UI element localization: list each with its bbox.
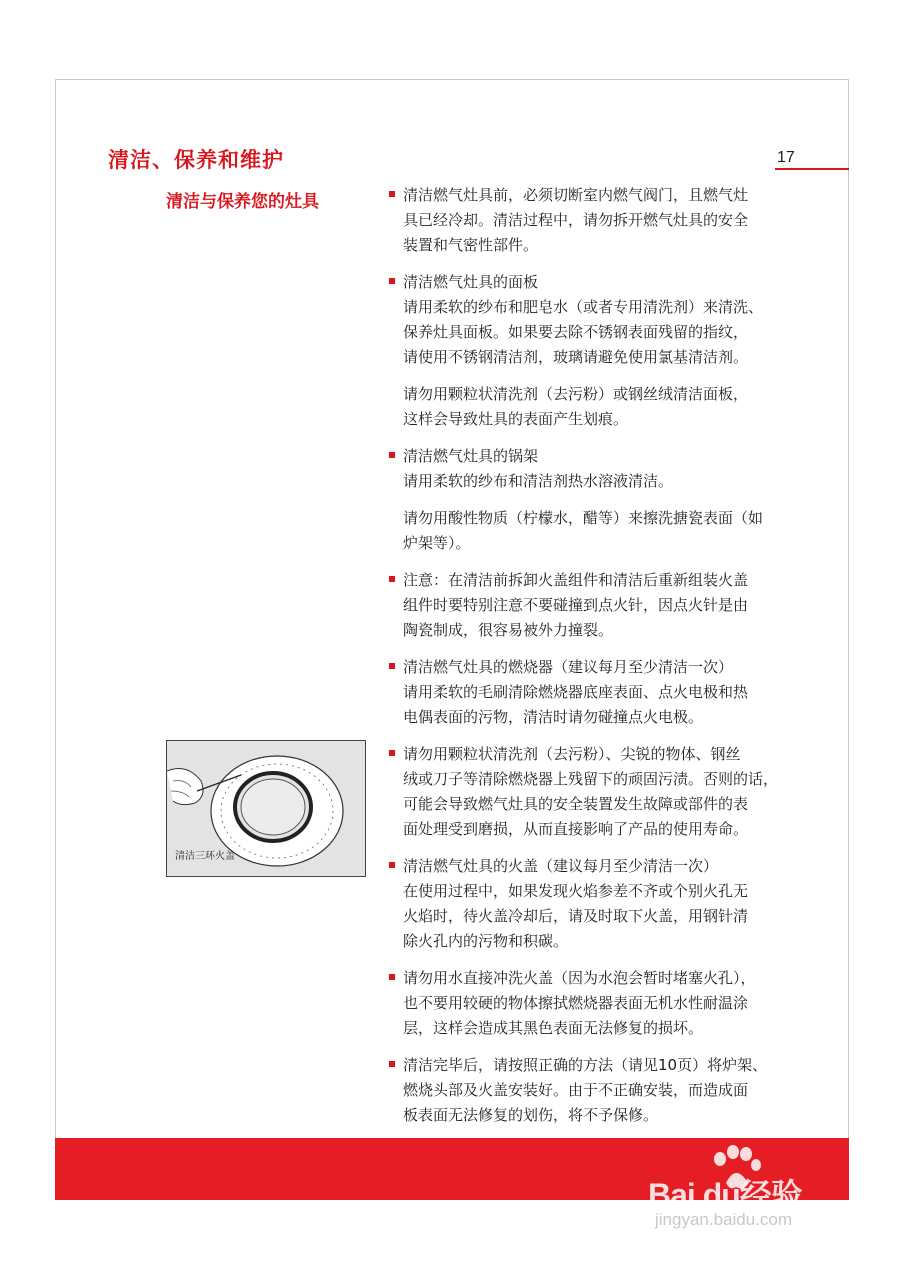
text-line: 电偶表面的污物，清洁时请勿碰撞点火电极。: [403, 708, 704, 726]
text-line: 清洁完毕后，请按照正确的方法（请见10页）将炉架、: [403, 1056, 768, 1074]
text-line: 燃烧头部及火盖安装好。由于不正确安装，而造成面: [403, 1081, 749, 1099]
text-line: 请用柔软的纱布和清洁剂热水溶液清洁。: [403, 472, 674, 490]
text-line: 清洁燃气灶具的锅架: [403, 447, 539, 465]
text-line: 注意：在清洁前拆卸火盖组件和清洁后重新组装火盖: [403, 571, 749, 589]
text-line: 可能会导致燃气灶具的安全装置发生故障或部件的表: [403, 795, 749, 813]
text-line: 请勿用酸性物质（柠檬水，醋等）来擦洗搪瓷表面（如: [403, 509, 764, 527]
text-line: 面处理受到磨损，从而直接影响了产品的使用寿命。: [403, 820, 749, 838]
text-line: 请勿用水直接冲洗火盖（因为水泡会暂时堵塞火孔），: [403, 969, 756, 987]
text-line: 在使用过程中，如果发现火焰参差不齐或个别火孔无: [403, 882, 749, 900]
instruction-text: [403, 742, 804, 842]
bullet-icon: [389, 663, 395, 669]
bullet-icon: [389, 862, 395, 868]
text-line: 具已经冷却。清洁过程中，请勿拆开燃气灶具的安全: [403, 211, 749, 229]
text-line: 装置和气密性部件。: [403, 236, 539, 254]
instruction-text: [403, 854, 804, 954]
section-subtitle: 清洁与保养您的灶具: [166, 192, 319, 212]
text-line: 这样会导致灶具的表面产生划痕。: [403, 410, 629, 428]
instruction-text: [403, 444, 804, 494]
text-line: 除火孔内的污物和积碳。: [403, 932, 569, 950]
text-line: 也不要用较硬的物体擦拭燃烧器表面无机水性耐温涂: [403, 994, 749, 1012]
text-line: 清洁燃气灶具前，必须切断室内燃气阀门，且燃气灶: [403, 186, 749, 204]
instruction-text: [403, 966, 804, 1041]
instruction-item: [389, 742, 804, 842]
bullet-icon: [389, 1061, 395, 1067]
text-line: 板表面无法修复的划伤，将不予保修。: [403, 1106, 659, 1124]
bullet-icon: [389, 191, 395, 197]
text-line: 组件时要特别注意不要碰撞到点火针，因点火针是由: [403, 596, 749, 614]
instruction-item: [389, 568, 804, 643]
text-line: 清洁燃气灶具的火盖（建议每月至少清洁一次）: [403, 857, 719, 875]
instruction-item: [389, 183, 804, 258]
text-line: 清洁燃气灶具的燃烧器（建议每月至少清洁一次）: [403, 658, 734, 676]
bullet-icon: [389, 974, 395, 980]
section-title: 清洁、保养和维护: [108, 148, 284, 172]
instruction-text: [403, 270, 804, 370]
instruction-note: [403, 382, 804, 432]
text-line: 炉架等）。: [403, 534, 471, 552]
text-line: 绒或刀子等清除燃烧器上残留下的顽固污渍。否则的话，: [403, 770, 779, 788]
instruction-item: [389, 1053, 804, 1128]
text-line: 火焰时，待火盖冷却后，请及时取下火盖，用钢针清: [403, 907, 749, 925]
text-line: 请勿用颗粒状清洗剂（去污粉）、尖锐的物体、钢丝: [403, 745, 741, 763]
instruction-item: [389, 854, 804, 954]
bullet-icon: [389, 278, 395, 284]
instruction-text: [403, 183, 804, 258]
instruction-item: [389, 966, 804, 1041]
instruction-item: [389, 655, 804, 730]
watermark-url: jingyan.baidu.com: [655, 1210, 793, 1229]
text-line: 清洁燃气灶具的面板: [403, 273, 539, 291]
text-line: 保养灶具面板。如果要去除不锈钢表面残留的指纹，: [403, 323, 749, 341]
watermark-brand: Bai du经验: [648, 1177, 802, 1213]
instruction-item: [389, 270, 804, 432]
page-number-rule: [775, 168, 849, 170]
page-number: 17: [777, 149, 795, 166]
instruction-text: [403, 655, 804, 730]
text-line: 请勿用颗粒状清洗剂（去污粉）或钢丝绒清洁面板，: [403, 385, 749, 403]
instruction-item: [389, 444, 804, 556]
burner-cap-figure: [166, 740, 366, 877]
bullet-icon: [389, 452, 395, 458]
text-line: 请用柔软的纱布和肥皂水（或者专用清洗剂）来清洗、: [403, 298, 764, 316]
instructions-list: [389, 183, 804, 1140]
bullet-icon: [389, 576, 395, 582]
figure-caption: 清洁三环火盖: [175, 851, 235, 862]
text-line: 层，这样会造成其黑色表面无法修复的损坏。: [403, 1019, 704, 1037]
text-line: 请使用不锈钢清洁剂，玻璃请避免使用氯基清洁剂。: [403, 348, 749, 366]
instruction-text: [403, 1053, 804, 1128]
text-line: 请用柔软的毛刷清除燃烧器底座表面、点火电极和热: [403, 683, 749, 701]
bullet-icon: [389, 750, 395, 756]
instruction-text: [403, 568, 804, 643]
text-line: 陶瓷制成，很容易被外力撞裂。: [403, 621, 614, 639]
instruction-note: [403, 506, 804, 556]
